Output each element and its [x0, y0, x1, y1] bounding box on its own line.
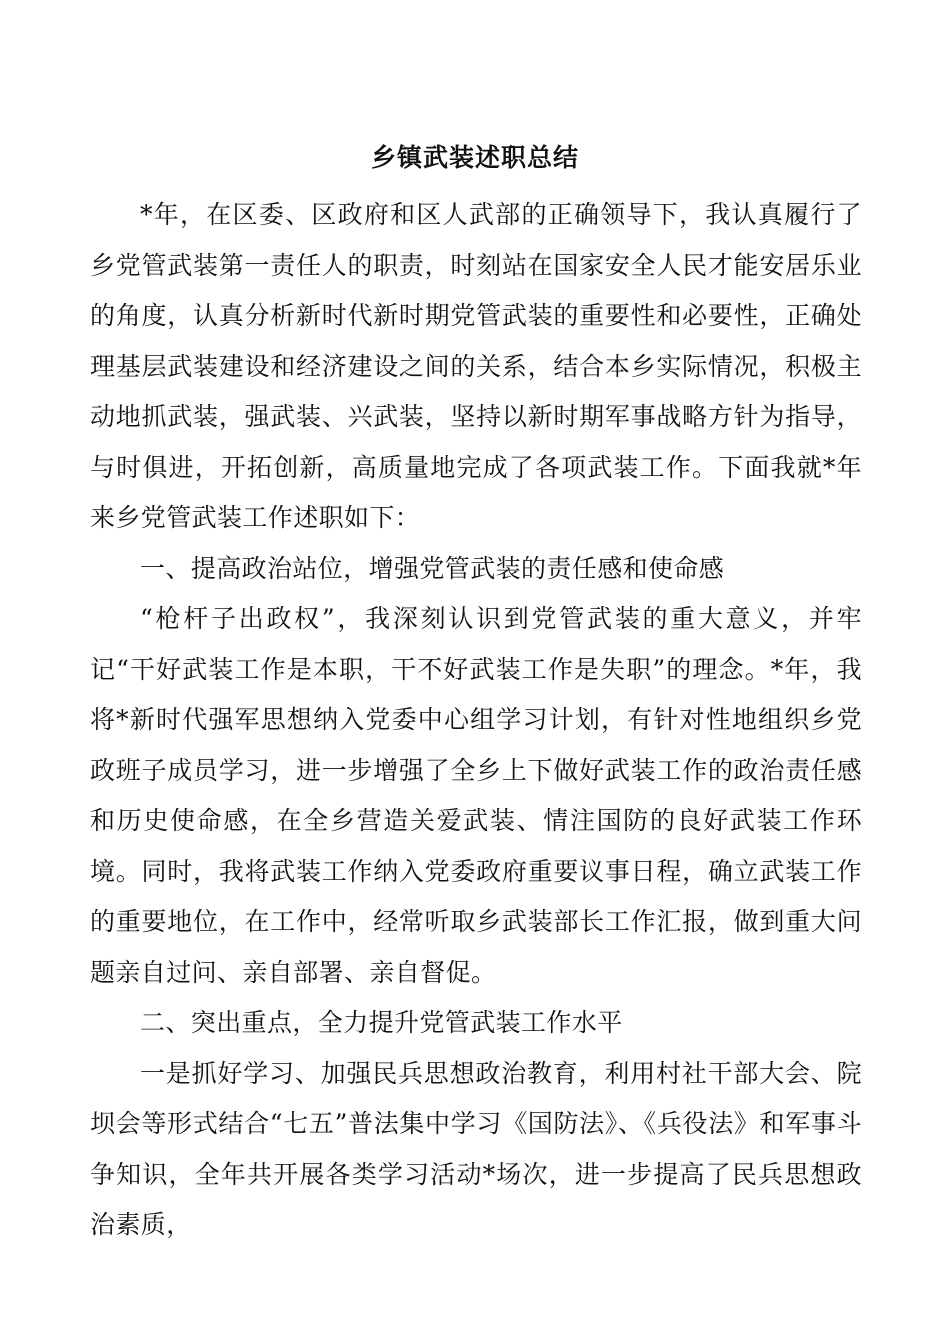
intro-paragraph: *年，在区委、区政府和区人武部的正确领导下，我认真履行了乡党管武装第一责任人的职责，时刻站在国家安全人民才能安居乐业的角度，认真分析新时代新时期党管武装的重要性和必要性，正确处理基层武装建设和经济建设之间的关系，结合本乡实际情况，积极主动地抓武装，强武装、兴武装，坚持以新时期军事战略方针为指导，与时俱进，开拓创新，高质量地完成了各项武装工作。下面我就*年来乡党管武装工作述职如下： [90, 200, 862, 532]
section-1-paragraph: “枪杆子出政权”，我深刻认识到党管武装的重大意义，并牢记“干好武装工作是本职，干不好武装工作是失职”的理念。*年，我将*新时代强军思想纳入党委中心组学习计划，有针对性地组织乡党政班子成员学习，进一步增强了全乡上下做好武装工作的政治责任感和历史使命感，在全乡营造关爱武装、情注国防的良好武装工作环境。同时，我将武装工作纳入党委政府重要议事日程，确立武装工作的重要地位，在工作中，经常听取乡武装部长工作汇报，做到重大问题亲自过问、亲自部署、亲自督促。 [90, 604, 862, 987]
document-title: 乡镇武装述职总结 [370, 143, 579, 172]
section-2-paragraph: 一是抓好学习、加强民兵思想政治教育，利用村社干部大会、院坝会等形式结合“七五”普法集中学习《国防法》、《兵役法》和军事斗争知识，全年共开展各类学习活动*场次，进一步提高了民兵思想政治素质， [90, 1058, 862, 1239]
section-heading-1: 一、提高政治站位，增强党管武装的责任感和使命感 [140, 553, 725, 583]
section-heading-2: 二、突出重点，全力提升党管武装工作水平 [140, 1008, 623, 1037]
document-body [90, 190, 862, 1251]
